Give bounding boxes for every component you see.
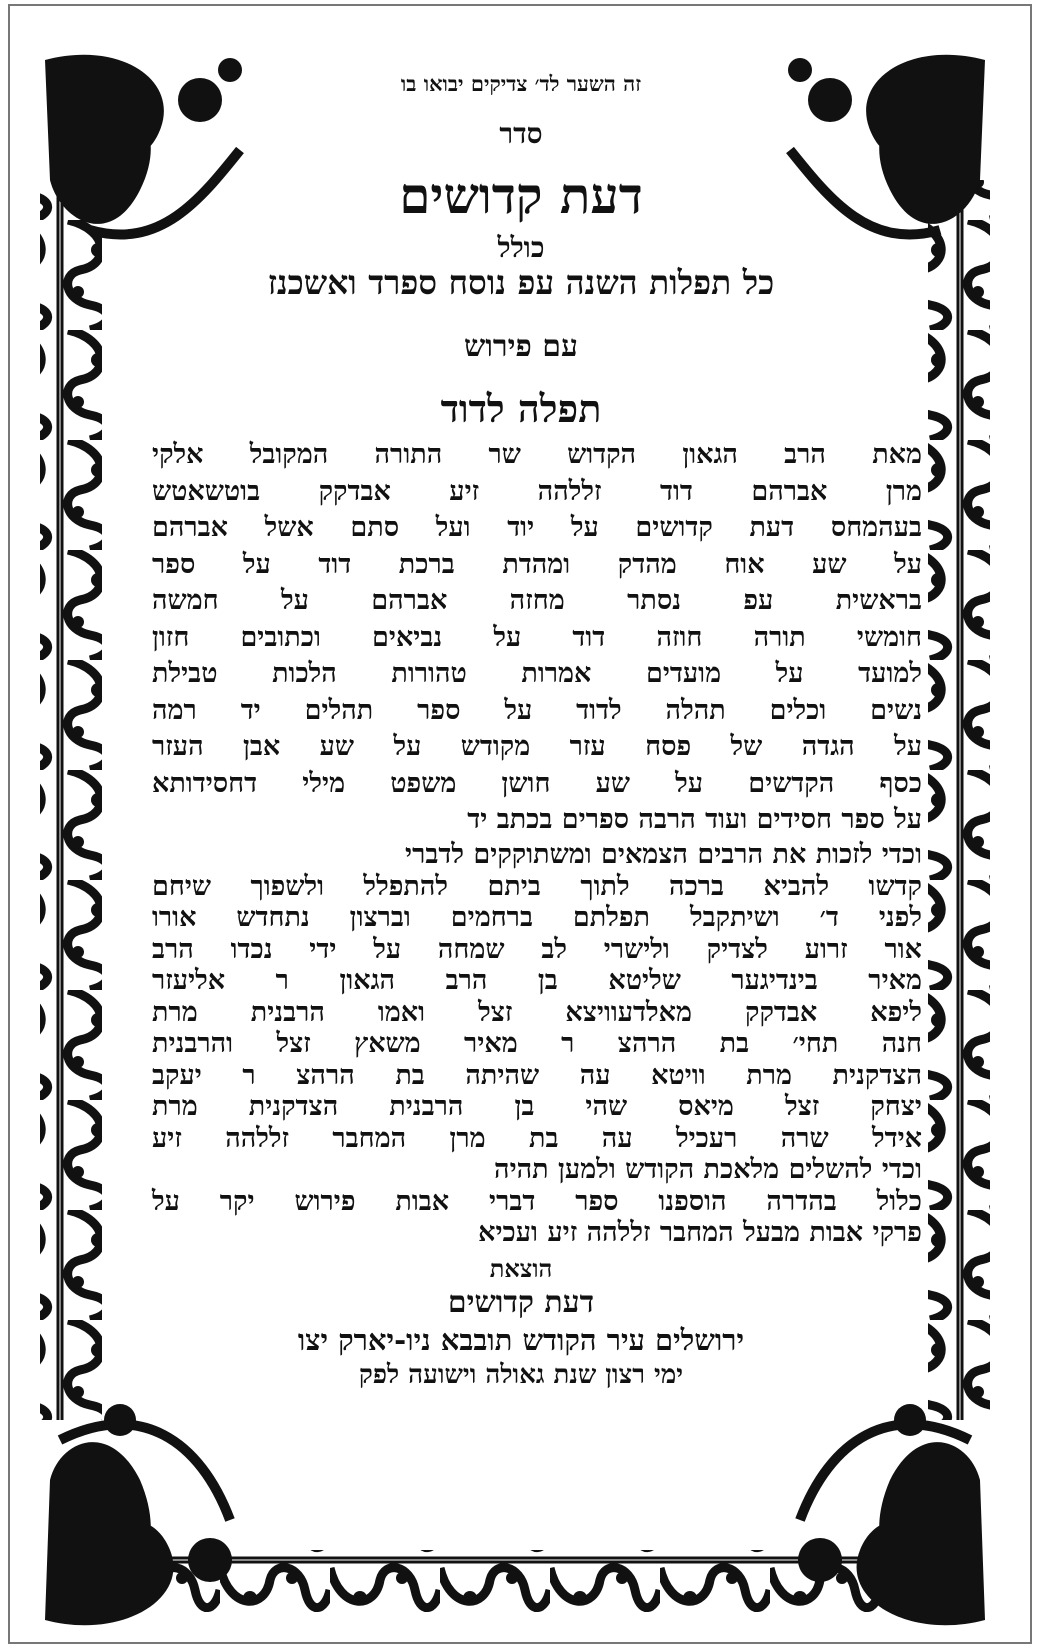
book-title: דעת קדושים (399, 166, 643, 225)
text-line: יצחק זצל מיאס שהי בן הרבנית הצדקנית מרת (152, 1091, 922, 1122)
text-line: כסף הקדשים על שע חושן משפט מילי דחסידותא (152, 767, 922, 799)
text-line: קדשו להביא ברכה לתוך ביתם להתפלל ולשפוך שיחם (152, 870, 922, 902)
text-line: וכדי לזכות את הרבים הצמאים ומשתוקקים לדברי (405, 839, 922, 870)
imprint-place: ירושלים עיר הקודש תובבא ניו-יארק יצו (297, 1323, 745, 1357)
text-line: אידל שרה רעכיל עה בת מרן המחבר זללהה זיע (152, 1122, 922, 1154)
text-line: וכדי להשלים מלאכת הקודש ולמען תהיה (494, 1154, 922, 1185)
text-line: על הגדה של פסח עזר מקודש על שע אבן העזר (152, 731, 922, 762)
includes-label: כולל (497, 231, 545, 264)
text-line: כלול בהדרה הוספנו ספר דברי אבות פירוש יקר על (152, 1185, 922, 1217)
text-line: מאיר בינדיגער שליטא בן הרב הגאון ר אליעזר (152, 965, 922, 996)
text-line: חנה תחי׳ בת הרהצ ר מאיר משאץ זצל והרבנית (152, 1028, 922, 1059)
text-line: בראשית עפ נסתר מחזה אברהם על חמשה (152, 585, 922, 616)
commentary-title: תפלה לדוד (440, 386, 602, 431)
border-right (928, 180, 990, 1420)
text-line: לפני ד׳ ושיתקבל תפלתם ברחמים וברצון נתחדש אורו (152, 902, 922, 933)
text-line: למועד על מועדים אמרות טהורות הלכות טבילת (152, 658, 922, 689)
text-line: חומשי תורה חוזה דוד על נביאים וכתובים חזון (152, 621, 922, 653)
commentary-label: עם פירוש (464, 329, 578, 364)
title-prefix: סדר (499, 117, 543, 150)
text-line: מרן אברהם דוד זללהה זיע אבדקק בוטשאטש (152, 475, 922, 507)
text-line: על שע אוח מהדק ומהדת ברכת דוד על ספר (152, 548, 922, 580)
header-verse: זה השער לד׳ צדיקים יבואו בו (400, 71, 642, 96)
text-line: ליפא אבדקק מאלדעוויצא זצל ואמו הרבנית מרת (152, 996, 922, 1028)
text-line: מאת הרב הגאון הקדוש שר התורה המקובל אלקי (152, 439, 922, 470)
text-line: פרקי אבות מבעל המחבר זללהה זיע ועכיא (478, 1217, 922, 1248)
imprint-year: ימי רצון שנת גאולה וישועה לפק (358, 1360, 684, 1390)
subtitle: כל תפלות השנה עפ נוסח ספרד ואשכנז (267, 263, 775, 302)
text-line: על ספר חסידים ועוד הרבה ספרים בכתב יד (467, 804, 922, 835)
border-bottom (160, 1550, 880, 1612)
border-left (40, 180, 102, 1420)
text-line: בעהמחס דעת קדושים על יוד ועל סתם אשל אברהם (152, 512, 922, 543)
text-line: אור זרוע לצדיק ולישרי לב שמחה על ידי נכדו הרב (152, 933, 922, 965)
text-line: הצדקנית מרת וויטא עה שהיתה בת הרהצ ר יעקב (152, 1059, 922, 1091)
publisher-name: דעת קדושים (447, 1285, 595, 1320)
text-line: נשים וכלים תהלה לדוד על ספר תהלים יד רמה (152, 694, 922, 726)
publisher-label: הוצאת (489, 1254, 553, 1283)
